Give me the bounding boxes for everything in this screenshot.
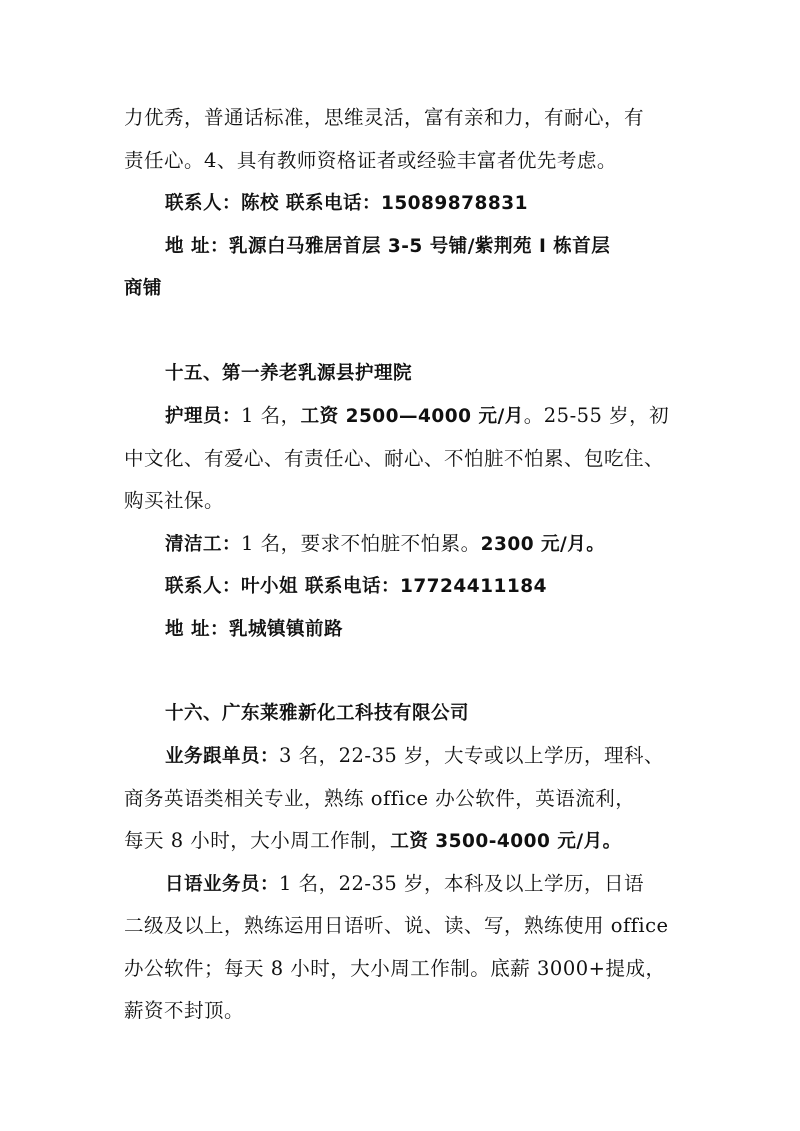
job-description-line: 商务英语类相关专业，熟练 office 办公软件，英语流利， [124,787,636,810]
requirements-line-2: 责任心。4、具有教师资格证者或经验丰富者优先考虑。 [124,149,617,172]
job-line [165,744,664,769]
job-description-line: 薪资不封顶。 [124,999,245,1022]
address-line-2: 商铺 [124,278,163,299]
job-line [165,532,605,557]
job-description-line: 中文化、有爱心、有责任心、耐心、不怕脏不怕累、包吃住、 [124,447,665,470]
address-line: 地 址：乳城镇镇前路 [165,619,343,640]
job-title: 护理员： [165,406,242,427]
job-title: 日语业务员： [165,874,280,895]
job-description: 。25-55 岁，初 [523,404,670,427]
job-salary: 工资 3500-4000 元/月。 [390,831,622,852]
job-title: 清洁工： [165,534,242,555]
address-line-1: 地 址：乳源白马雅居首层 3-5 号铺/紫荆苑 I 栋首层 [165,236,611,257]
job-description: 1 名，22-35 岁，本科及以上学历，日语 [279,872,645,895]
job-line [165,404,669,429]
section-heading: 十五、第一养老乳源县护理院 [165,363,413,384]
section-heading: 十六、广东莱雅新化工科技有限公司 [165,703,470,724]
job-salary: 2300 元/月。 [480,534,606,555]
job-description-line: 办公软件；每天 8 小时，大小周工作制。底薪 3000+提成， [124,957,666,980]
contact-line: 联系人：陈校 联系电话：15089878831 [165,193,529,214]
contact-line: 联系人：叶小姐 联系电话：17724411184 [165,576,548,597]
job-description-line: 二级及以上，熟练运用日语听、说、读、写，熟练使用 office [124,914,669,937]
job-count: 1 名， [241,404,301,427]
job-description: 3 名，22-35 岁，大专或以上学历，理科、 [279,744,665,767]
job-description: 每天 8 小时，大小周工作制， [124,829,391,852]
requirements-line-1: 力优秀，普通话标准，思维灵活，富有亲和力，有耐心，有 [124,106,645,129]
job-description-line: 购买社保。 [124,489,225,512]
job-title: 业务跟单员： [165,746,280,767]
job-description: 1 名，要求不怕脏不怕累。 [241,532,481,555]
job-line [124,829,622,854]
job-salary: 工资 2500—4000 元/月 [300,406,524,427]
job-line [165,872,644,897]
